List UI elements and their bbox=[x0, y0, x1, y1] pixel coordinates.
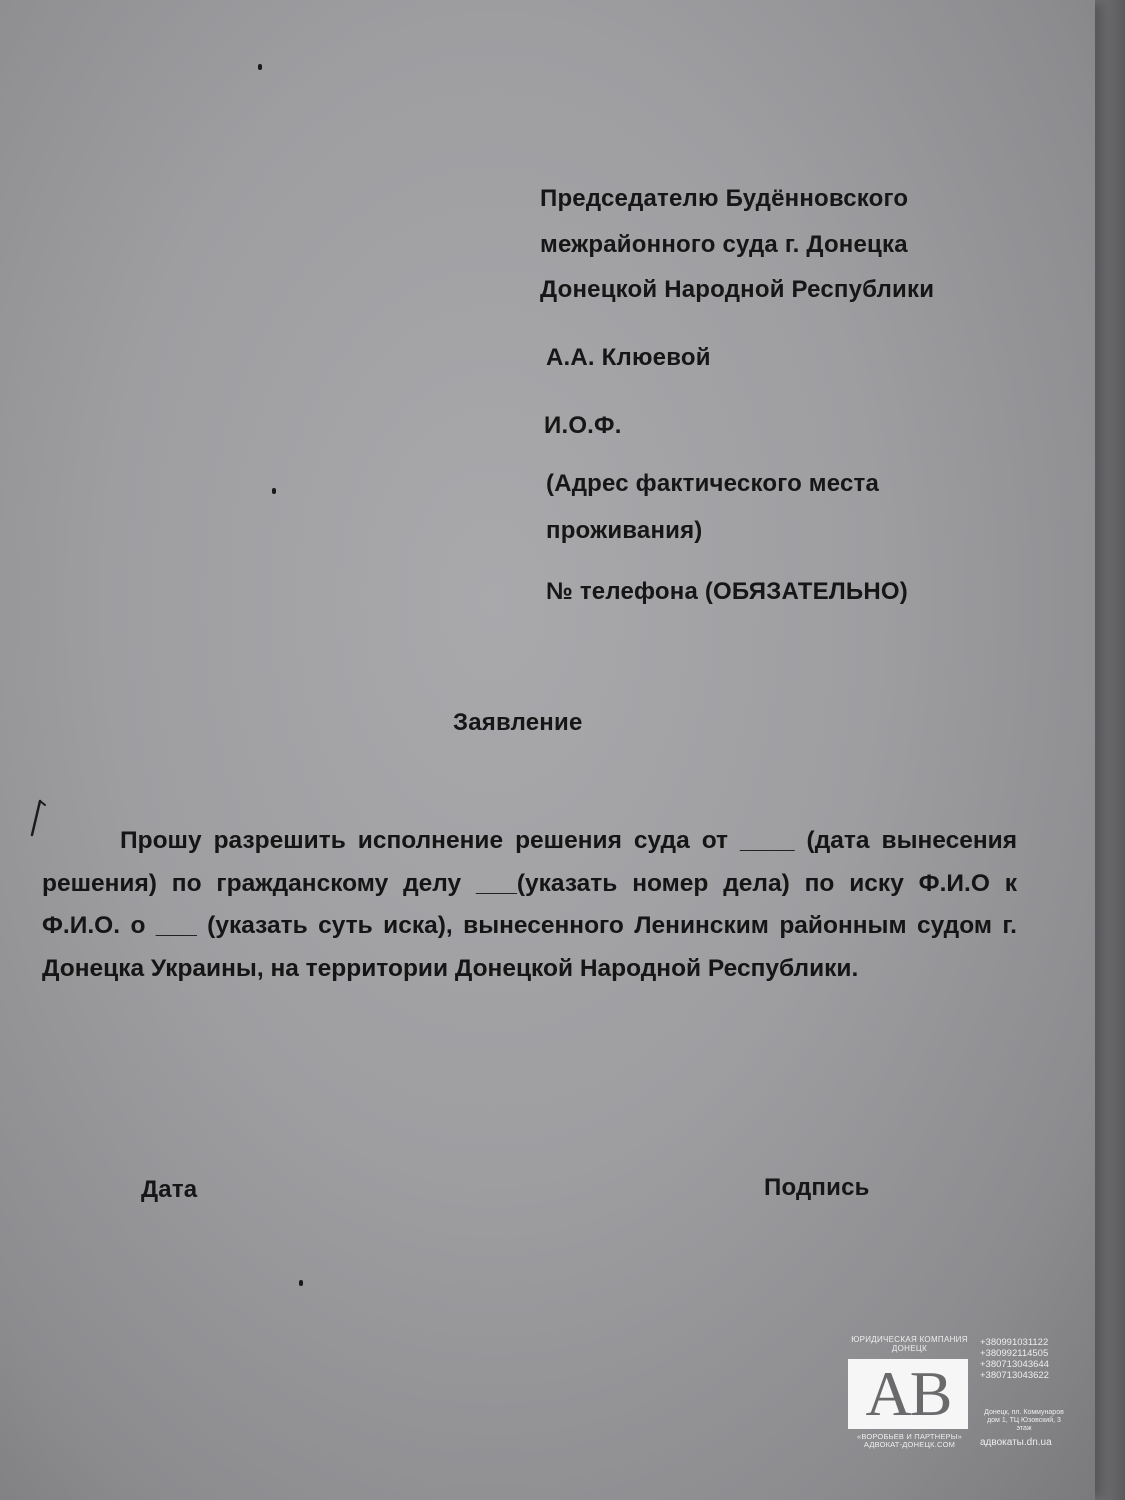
ink-speck bbox=[299, 1280, 303, 1286]
application-body: Прошу разрешить исполнение решения суда от ____ (дата вынесения решения) по гражданскому делу ___(указать номер дела) по иску Ф.И.О к Ф.И.О. о ___ (указать суть иска), вынесенного Ленинским районным судом г. Донецка Украины, на территории Донецкой Народной Республики. bbox=[42, 827, 1017, 982]
addressee-line-2: межрайонного суда г. Донецка bbox=[540, 231, 908, 258]
watermark-partners: «ВОРОБЬЕВ И ПАРТНЕРЫ» АДВОКАТ-ДОНЕЦК.COM bbox=[857, 1432, 962, 1449]
signature-label: Подпись bbox=[764, 1174, 870, 1201]
ink-speck bbox=[258, 64, 262, 70]
watermark-address: Донецк, пл. Коммунаров дом 1, ТЦ Юзовский, 3 этаж bbox=[984, 1409, 1064, 1432]
applicant-address-line-1: (Адрес фактического места bbox=[546, 470, 880, 497]
watermark-phones bbox=[980, 1337, 1049, 1381]
watermark-phone: +380713043644 bbox=[980, 1359, 1049, 1370]
watermark-phone: +380992114505 bbox=[980, 1348, 1049, 1359]
watermark-company: ЮРИДИЧЕСКАЯ КОМПАНИЯ ДОНЕЦК bbox=[851, 1335, 968, 1353]
watermark-phone: +380713043622 bbox=[980, 1370, 1049, 1381]
addressee-name: А.А. Клюевой bbox=[546, 344, 711, 371]
watermark-logo-text: AB bbox=[865, 1358, 951, 1429]
company-watermark bbox=[842, 1335, 1067, 1460]
addressee-line-3: Донецкой Народной Республики bbox=[540, 276, 935, 303]
applicant-address-line-2: проживания) bbox=[546, 517, 703, 544]
applicant-name-placeholder: И.О.Ф. bbox=[544, 412, 622, 439]
document-title: Заявление bbox=[453, 709, 583, 736]
date-label: Дата bbox=[141, 1176, 198, 1203]
watermark-phone: +380991031122 bbox=[980, 1337, 1049, 1348]
watermark-site: адвокаты.dn.ua bbox=[980, 1437, 1052, 1448]
ink-speck bbox=[272, 488, 276, 494]
applicant-phone-placeholder: № телефона (ОБЯЗАТЕЛЬНО) bbox=[546, 578, 908, 605]
watermark-logo bbox=[848, 1359, 968, 1429]
addressee-line-1: Председателю Будённовского bbox=[540, 185, 909, 212]
